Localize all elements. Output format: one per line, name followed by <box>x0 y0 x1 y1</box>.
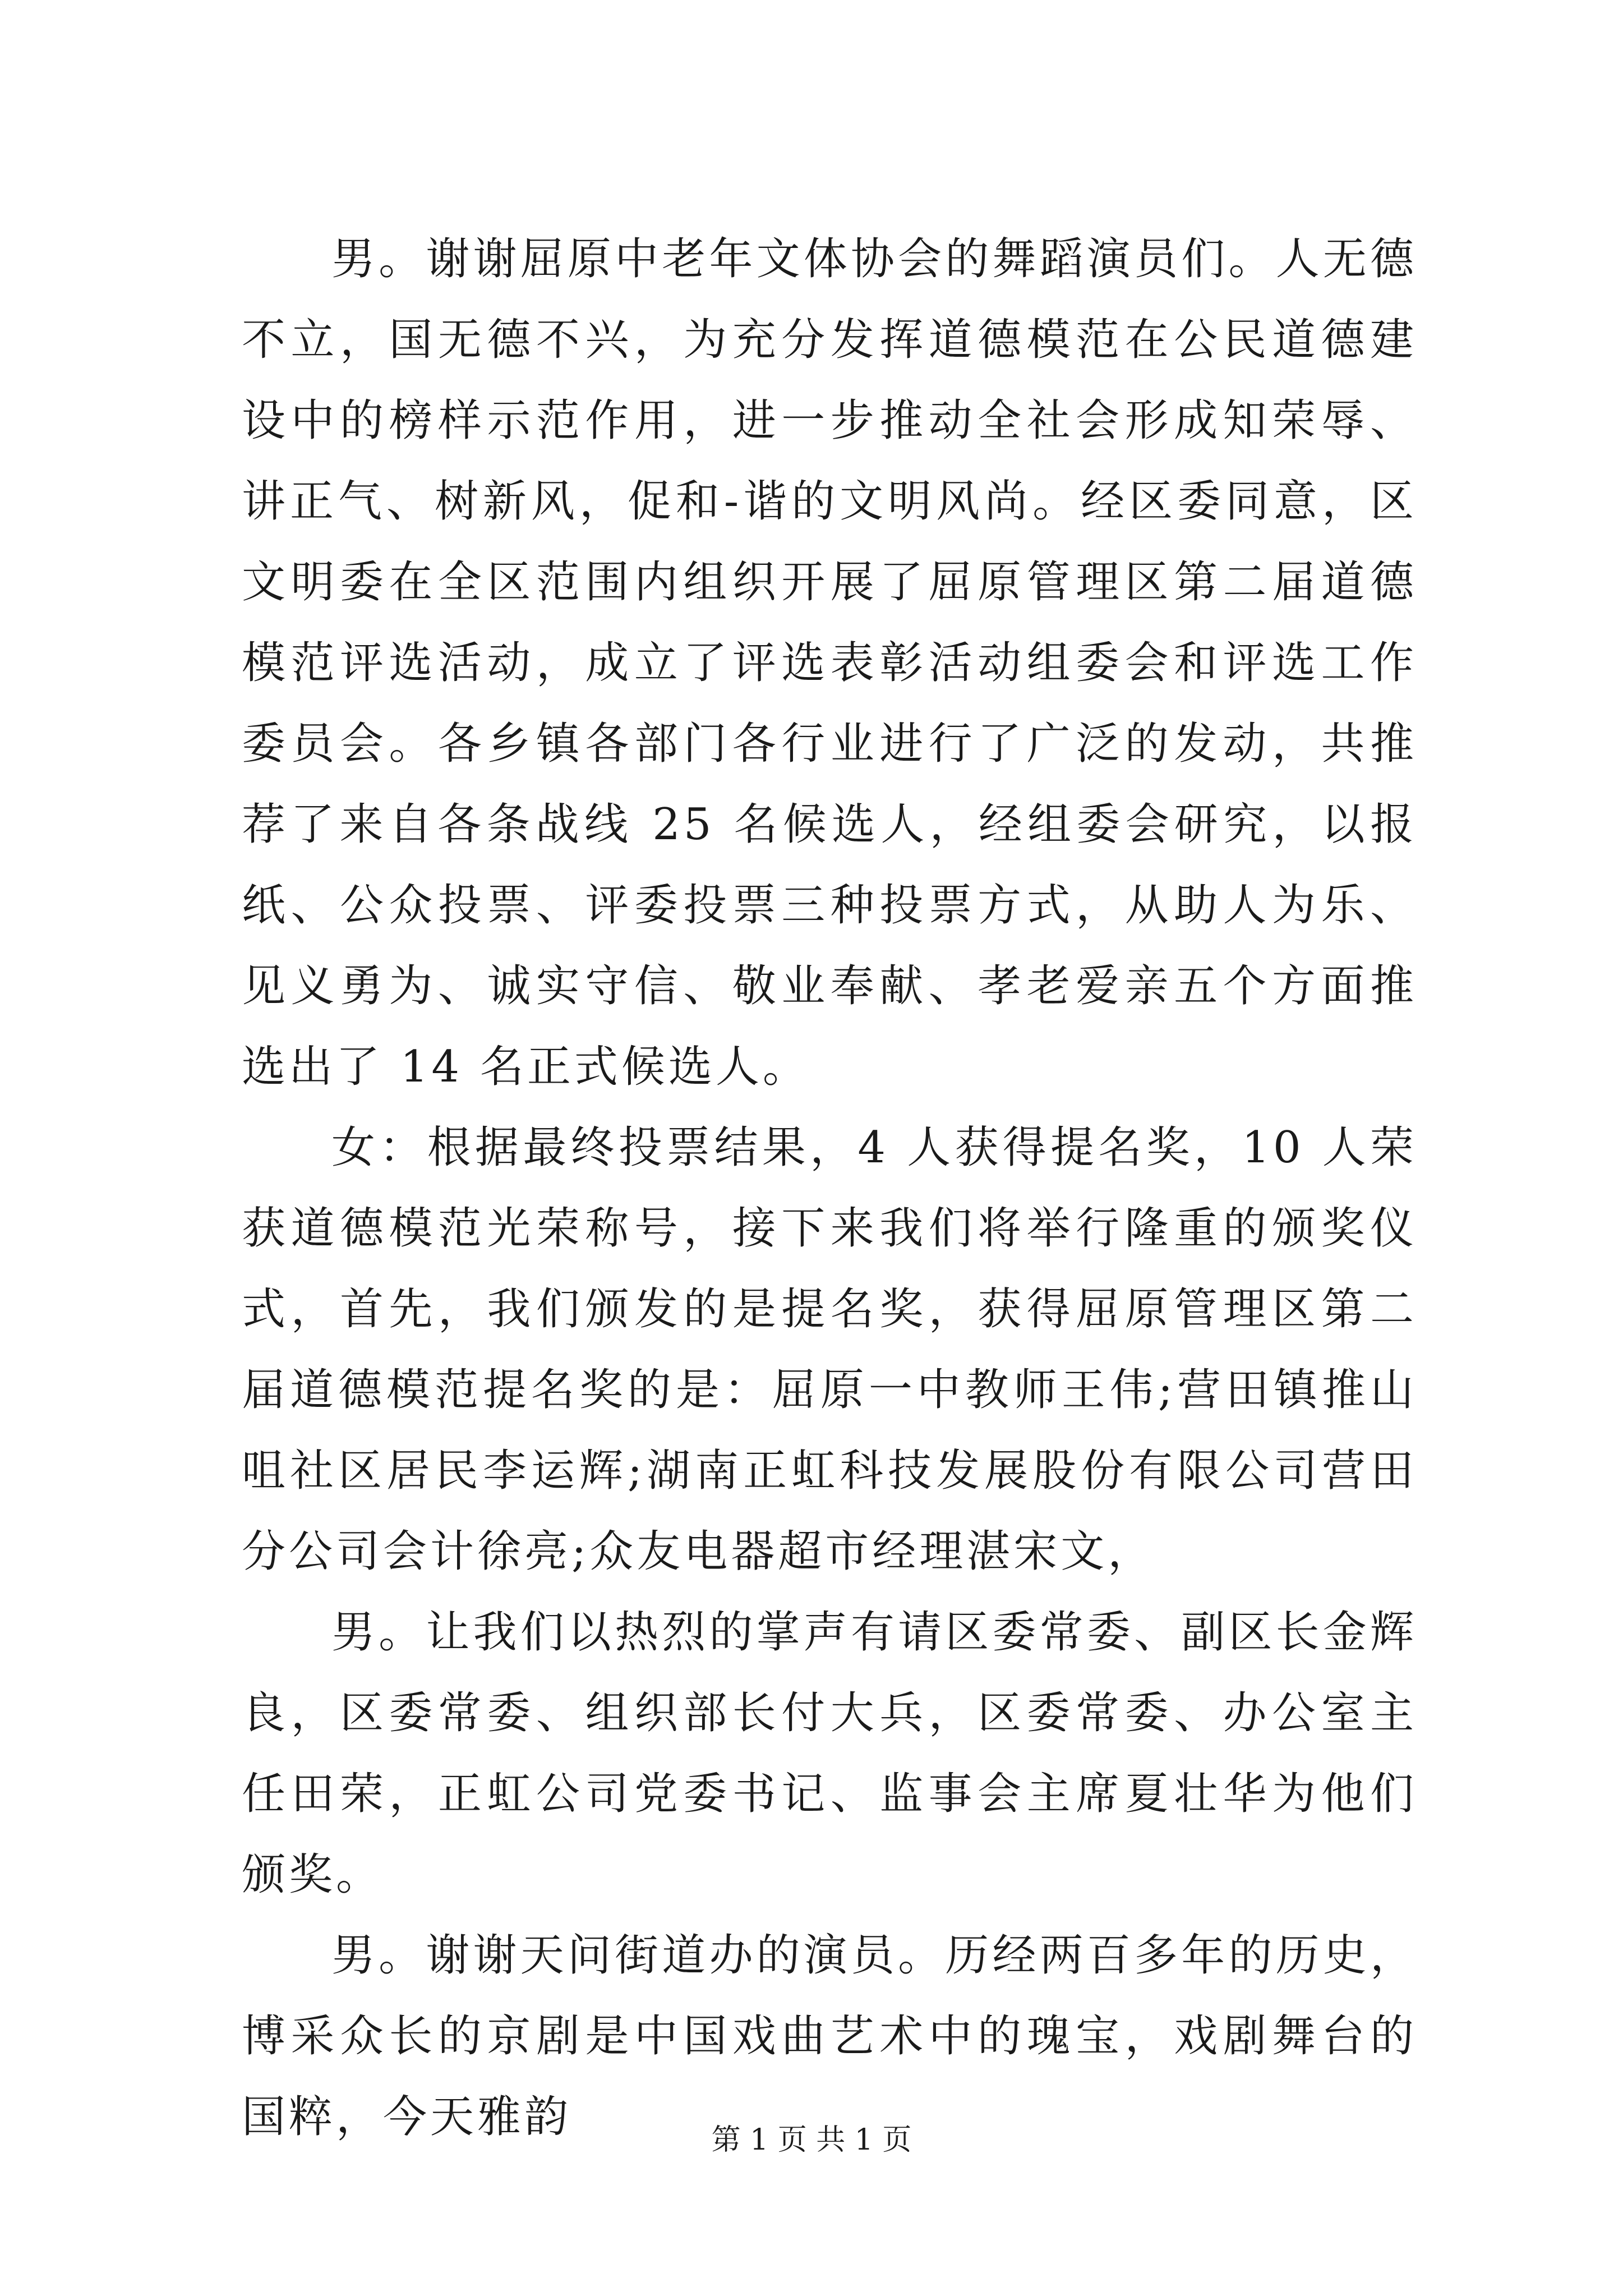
paragraph-2: 女：根据最终投票结果，4 人获得提名奖，10 人荣获道德模范光荣称号，接下来我们将举行隆重的颁奖仪式，首先，我们颁发的是提名奖，获得屈原管理区第二届道德模范提名奖的是：屈原一中教师王伟;营田镇推山咀社区居民李运辉;湖南正虹科技发展股份有限公司营田分公司会计徐亮;众友电器超市经理湛宋文， <box>242 1122 1417 1577</box>
paragraph-1: 男。谢谢屈原中老年文体协会的舞蹈演员们。人无德不立，国无德不兴，为充分发挥道德模范在公民道德建设中的榜样示范作用，进一步推动全社会形成知荣辱、讲正气、树新风，促和-谐的文明风尚。经区委同意，区文明委在全区范围内组织开展了屈原管理区第二届道德模范评选活动，成立了评选表彰活动组委会和评选工作委员会。各乡镇各部门各行业进行了广泛的发动，共推荐了来自各条战线 25 名候选人，经组委会研究，以报纸、公众投票、评委投票三种投票方式，从助人为乐、见义勇为、诚实守信、敬业奉献、孝老爱亲五个方面推选出了 14 名正式候选人。 <box>242 234 1417 1092</box>
paragraph-4: 男。谢谢天问街道办的演员。历经两百多年的历史，博采众长的京剧是中国戏曲艺术中的瑰宝，戏剧舞台的国粹，今天雅韵 <box>242 1930 1417 2142</box>
page-footer: 第 1 页 共 1 页 <box>711 2123 912 2157</box>
paragraph-3: 男。让我们以热烈的掌声有请区委常委、副区长金辉良，区委常委、组织部长付大兵，区委常委、办公室主任田荣，正虹公司党委书记、监事会主席夏壮华为他们颁奖。 <box>242 1607 1417 1900</box>
document-body <box>242 219 1417 2157</box>
